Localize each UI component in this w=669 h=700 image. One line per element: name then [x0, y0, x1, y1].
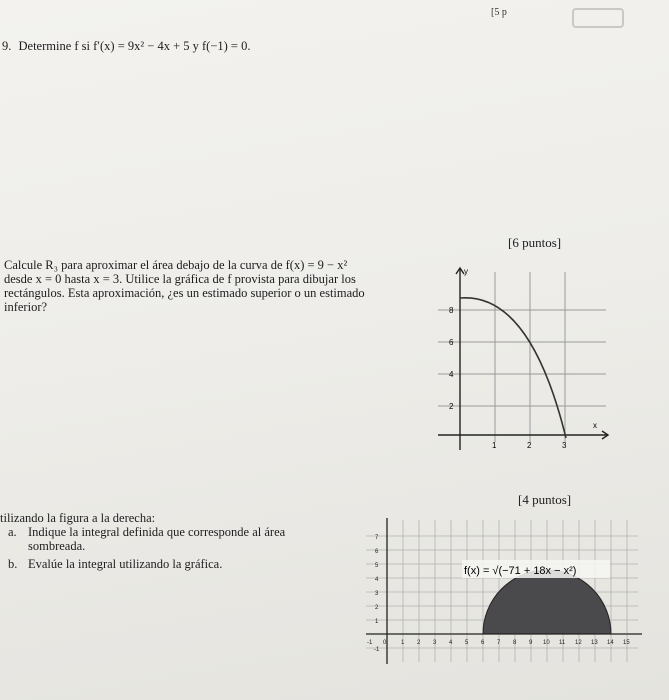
question-10-graph: [430, 262, 614, 462]
points-fragment: [5 p: [491, 7, 507, 18]
part-a-label: a.: [8, 525, 17, 539]
x-tick-8: 8: [513, 640, 517, 646]
part-b-label: b.: [8, 557, 18, 571]
x-tick-0: 0: [383, 640, 387, 646]
question-10-text: [4, 258, 365, 314]
question-9: [2, 39, 250, 53]
x-tick-7: 7: [497, 640, 501, 646]
x-tick-14: 14: [607, 640, 614, 646]
y-tick-2: 2: [449, 402, 454, 411]
question-11-points: [4 puntos]: [518, 492, 572, 507]
y-tick-2: 2: [375, 605, 379, 611]
x-tick-13: 13: [591, 640, 598, 646]
x-tick-2: 2: [527, 441, 532, 450]
question-9-text: Determine f si f′(x) = 9x² − 4x + 5 y f(−1) = 0.: [18, 39, 251, 53]
question-11-graph: [358, 512, 648, 667]
y-tick-3: 3: [375, 591, 379, 597]
x-tick-12: 12: [575, 640, 582, 646]
question-10-line-1: Calcule R₃ para aproximar el área debajo de la curva de f(x) = 9 − x²: [4, 258, 348, 272]
x-tick-2: 2: [417, 640, 421, 646]
x-tick-4: 4: [449, 640, 453, 646]
x-tick-11: 11: [559, 640, 566, 646]
part-a-line-2: sombreada.: [28, 539, 86, 553]
x-tick-3: 3: [562, 441, 567, 450]
part-a-line-1: Indique la integral definida que corresponde al área: [28, 525, 286, 539]
question-10-line-3: rectángulos. Esta aproximación, ¿es un estimado superior o un estimado: [4, 286, 365, 300]
x-tick-9: 9: [529, 640, 533, 646]
question-10-line-4: inferior?: [4, 300, 48, 314]
question-10-points: [6 puntos]: [508, 235, 562, 250]
staple-mark: [572, 8, 624, 28]
y-tick-7: 7: [375, 535, 379, 541]
y-tick-1: 1: [375, 619, 379, 625]
question-10-line-2: desde x = 0 hasta x = 3. Utilice la gráfica de f provista para dibujar los: [4, 272, 356, 286]
curve-9-minus-x2: [460, 298, 566, 438]
x-tick-6: 6: [481, 640, 485, 646]
y-tick-neg1: -1: [374, 647, 380, 653]
question-9-number: 9.: [2, 39, 12, 53]
function-label: f(x) = √(−71 + 18x − x²): [464, 565, 577, 577]
y-tick-5: 5: [375, 563, 379, 569]
x-tick-1: 1: [492, 441, 497, 450]
x-tick-3: 3: [433, 640, 437, 646]
y-tick-4: 4: [375, 577, 379, 583]
x-tick-neg1: -1: [367, 640, 373, 646]
x-tick-10: 10: [543, 640, 550, 646]
y-tick-4: 4: [449, 370, 454, 379]
question-11-intro: tilizando la figura a la derecha:: [0, 511, 156, 525]
x-tick-5: 5: [465, 640, 469, 646]
part-b-text: Evalúe la integral utilizando la gráfica.: [28, 557, 223, 571]
y-tick-8: 8: [449, 306, 454, 315]
y-tick-6: 6: [449, 338, 454, 347]
y-tick-6: 6: [375, 549, 379, 555]
shaded-region: [483, 570, 611, 634]
x-tick-15: 15: [623, 640, 630, 646]
x-axis-label: x: [593, 421, 597, 430]
x-tick-1: 1: [401, 640, 405, 646]
y-axis-label: y: [464, 267, 468, 276]
